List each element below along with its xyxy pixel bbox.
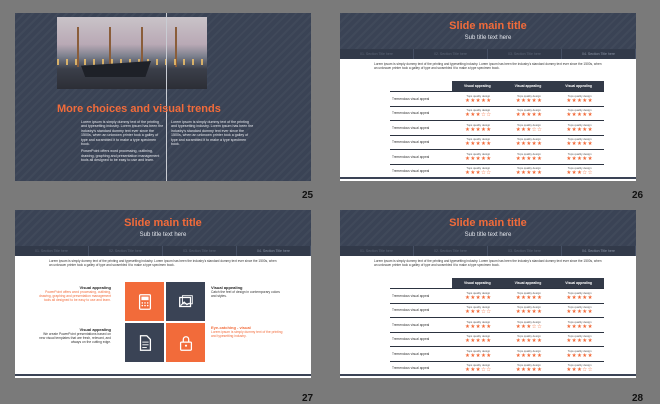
section-tabs xyxy=(340,246,636,256)
feature-text: Lorem ipsum is simply dummy text of the printing and typesetting industry. xyxy=(211,330,283,338)
row-label: Tremendous visual appeal xyxy=(390,347,452,362)
rating-cell xyxy=(452,106,503,121)
slide-body xyxy=(15,256,311,378)
cell-label: Tops quality design xyxy=(466,93,491,98)
section-tab: 01. Section Title here xyxy=(340,49,414,59)
slide-number: 27 xyxy=(302,393,314,404)
cell-label: Tops quality design xyxy=(466,108,491,113)
slide-number: 28 xyxy=(632,393,644,404)
section-tabs xyxy=(15,246,311,256)
cell-label: Tops quality design xyxy=(517,137,541,142)
cell-label: Tops quality design xyxy=(517,363,541,368)
table-row xyxy=(390,135,604,150)
feature-heading: Visual appealing xyxy=(79,327,111,332)
cell-label: Tops quality design xyxy=(567,108,592,113)
star-rating: ★★★★★ xyxy=(566,338,593,345)
column-header: Visual appealing xyxy=(553,278,604,289)
cell-label: Tops quality design xyxy=(517,93,541,98)
cell-label: Tops quality design xyxy=(517,305,541,310)
lock-icon xyxy=(177,334,195,352)
rating-cell xyxy=(503,289,554,304)
slide-subtitle: Sub title text here xyxy=(139,232,187,238)
star-rating: ★★★★★ xyxy=(566,294,593,301)
rating-cell xyxy=(452,289,503,304)
cell-label: Tops quality design xyxy=(466,166,491,171)
rating-cell xyxy=(503,135,554,150)
footer-bar xyxy=(340,177,636,179)
star-rating: ★★★★★ xyxy=(465,141,492,148)
table-row xyxy=(390,332,604,347)
row-label: Tremendous visual appeal xyxy=(390,303,452,318)
slide-thumbnail-27[interactable] xyxy=(15,210,311,378)
column-header: Visual appealing xyxy=(503,81,554,92)
footer-bar xyxy=(340,374,636,376)
star-rating: ★★★★★ xyxy=(566,126,593,133)
feature-text: Catch the feel of design in contemporary colors and styles. xyxy=(211,290,280,298)
table-row xyxy=(390,106,604,121)
rating-cell xyxy=(553,150,604,165)
paragraph: PowerPoint offers word processing, outlining, drawing, graphing and presentation management tools all designed to be easy to use and learn. xyxy=(81,149,160,163)
table-row xyxy=(390,150,604,165)
rating-cell xyxy=(503,106,554,121)
star-rating: ★★★★★ xyxy=(566,97,593,104)
row-label: Tremendous visual appeal xyxy=(390,318,452,333)
cell-label: Tops quality design xyxy=(517,166,541,171)
feature-heading: Visual appealing xyxy=(211,285,243,290)
section-tab-active: 04. Section Title here xyxy=(562,246,636,256)
star-rating: ★★★★★ xyxy=(465,338,492,345)
cell-label: Tops quality design xyxy=(567,137,592,142)
feature-text: We create PowerPoint presentations based on new visual templates that are fresh, relevant, and always on the cutting edge. xyxy=(39,332,111,344)
slide-subtitle: Sub title text here xyxy=(464,35,512,41)
table-row xyxy=(390,347,604,362)
payment-terminal-icon xyxy=(136,293,154,311)
slide-title: Slide main title xyxy=(124,217,202,229)
divider-line xyxy=(166,13,167,181)
feature-text: PowerPoint offers word processing, outlining, drawing, graphing and presentation management tools all designed to be easy to use and learn. xyxy=(39,290,111,302)
rating-cell xyxy=(553,303,604,318)
rating-cell xyxy=(553,347,604,362)
cell-label: Tops quality design xyxy=(567,122,592,127)
row-label: Tremendous visual appeal xyxy=(390,361,452,376)
cell-label: Tops quality design xyxy=(567,319,592,324)
row-label: Tremendous visual appeal xyxy=(390,121,452,136)
column-header: Visual appealing xyxy=(503,278,554,289)
cell-label: Tops quality design xyxy=(517,334,541,339)
star-rating: ★★★☆☆ xyxy=(465,112,492,119)
star-rating: ★★★☆☆ xyxy=(465,170,492,177)
intro-text: Lorem ipsum is simply dummy text of the printing and typesetting industry. Lorem ipsum has been the industry's standard dummy text ever since the 1500s, when an unknown printer took a galley of type and scrambled it to make a type specimen book. xyxy=(374,259,602,267)
rating-cell xyxy=(452,92,503,107)
table-row xyxy=(390,121,604,136)
cell-label: Tops quality design xyxy=(517,348,541,353)
cell-label: Tops quality design xyxy=(466,151,491,156)
row-label: Tremendous visual appeal xyxy=(390,150,452,165)
star-rating: ★★★★★ xyxy=(566,155,593,162)
cell-label: Tops quality design xyxy=(466,363,491,368)
rating-cell xyxy=(503,150,554,165)
rating-cell xyxy=(452,318,503,333)
cell-label: Tops quality design xyxy=(567,305,592,310)
slide-thumbnail-28[interactable] xyxy=(340,210,636,378)
feature-block xyxy=(39,286,111,302)
star-rating: ★★★☆☆ xyxy=(465,367,492,374)
star-rating: ★★★☆☆ xyxy=(515,126,543,133)
feature-heading: Visual appealing xyxy=(79,285,111,290)
table-row xyxy=(390,92,604,107)
cell-label: Tops quality design xyxy=(567,334,592,339)
header-blank xyxy=(390,278,452,289)
rating-cell xyxy=(503,121,554,136)
port-cargo-photo xyxy=(57,17,207,89)
star-rating: ★★★★★ xyxy=(515,294,543,301)
star-rating: ★★★★★ xyxy=(566,323,593,330)
cell-label: Tops quality design xyxy=(567,348,592,353)
row-label: Tremendous visual appeal xyxy=(390,92,452,107)
slide-thumbnail-26[interactable] xyxy=(340,13,636,181)
feature-block xyxy=(211,326,283,338)
star-rating: ★★★☆☆ xyxy=(566,170,593,177)
rating-cell xyxy=(553,121,604,136)
cell-label: Tops quality design xyxy=(466,122,491,127)
intro-text: Lorem ipsum is simply dummy text of the printing and typesetting industry. Lorem ipsum has been the industry's standard dummy text ever since the 1500s, when an unknown printer took a galley of type and scrambled it to make a type specimen book. xyxy=(374,62,602,70)
star-rating: ★★★★★ xyxy=(566,141,593,148)
footer-bar xyxy=(15,374,311,376)
cell-label: Tops quality design xyxy=(567,166,592,171)
cell-label: Tops quality design xyxy=(567,290,592,295)
star-rating: ★★★★★ xyxy=(515,338,543,345)
rating-cell xyxy=(452,303,503,318)
star-rating: ★★★☆☆ xyxy=(515,323,543,330)
rating-cell xyxy=(503,318,554,333)
feature-block xyxy=(39,328,111,344)
cell-label: Tops quality design xyxy=(466,305,491,310)
star-rating: ★★★★★ xyxy=(515,97,543,104)
header-blank xyxy=(390,81,452,92)
intro-text: Lorem ipsum is simply dummy text of the printing and typesetting industry. Lorem ipsum has been the industry's standard dummy text ever since the 1500s, when an unknown printer took a galley of type and scrambled it to make a type specimen book. xyxy=(49,259,277,267)
section-tab-active: 04. Section Title here xyxy=(237,246,311,256)
rating-cell xyxy=(503,92,554,107)
rating-cell xyxy=(553,92,604,107)
rating-cell xyxy=(553,135,604,150)
rating-cell xyxy=(452,135,503,150)
cell-label: Tops quality design xyxy=(517,151,541,156)
rating-cell xyxy=(452,121,503,136)
star-rating: ★★★★★ xyxy=(566,309,593,316)
star-rating: ★★★☆☆ xyxy=(566,367,593,374)
star-rating: ★★★★★ xyxy=(515,367,543,374)
table-row xyxy=(390,318,604,333)
section-tabs xyxy=(340,49,636,59)
rating-cell xyxy=(503,332,554,347)
paragraph: Lorem ipsum is simply dummy text of the printing and typesetting industry. Lorem ipsum has been the industry's standard dummy text ever since the 1500s, when an unknown printer took a galley of type and scrambled it to make a type specimen book. xyxy=(171,120,254,147)
star-rating: ★★★★★ xyxy=(465,323,492,330)
cell-label: Tops quality design xyxy=(466,137,491,142)
star-rating: ★★★★★ xyxy=(515,352,543,359)
slide-title: Slide main title xyxy=(449,20,527,32)
document-icon xyxy=(136,334,154,352)
paragraph: Lorem ipsum is simply dummy text of the printing and typesetting industry. Lorem ipsum has been the industry's standard dummy text ever since the 1500s, when an unknown printer took a galley of type and scrambled it to make a type specimen book. xyxy=(81,120,164,147)
row-label: Tremendous visual appeal xyxy=(390,289,452,304)
star-rating: ★★★★★ xyxy=(566,112,593,119)
rating-cell xyxy=(503,303,554,318)
star-rating: ★★★★★ xyxy=(465,352,492,359)
rating-cell xyxy=(452,150,503,165)
cell-label: Tops quality design xyxy=(466,348,491,353)
star-rating: ★★★☆☆ xyxy=(465,309,492,316)
table-row xyxy=(390,303,604,318)
section-tab: 01. Section Title here xyxy=(340,246,414,256)
star-rating: ★★★★★ xyxy=(465,294,492,301)
star-rating: ★★★★★ xyxy=(465,126,492,133)
section-tab: 03. Section Title here xyxy=(488,49,562,59)
rating-cell xyxy=(553,318,604,333)
slide-thumbnail-25[interactable] xyxy=(15,13,311,181)
feature-block xyxy=(211,286,283,298)
column-header: Visual appealing xyxy=(452,278,503,289)
section-tab-active: 04. Section Title here xyxy=(562,49,636,59)
section-tab: 02. Section Title here xyxy=(414,49,488,59)
icon-tile xyxy=(125,323,164,362)
icon-tile xyxy=(125,282,164,321)
star-rating: ★★★★★ xyxy=(515,309,543,316)
icon-tile xyxy=(166,323,205,362)
rating-cell xyxy=(452,347,503,362)
section-tab: 02. Section Title here xyxy=(414,246,488,256)
slide-number: 26 xyxy=(632,190,644,201)
cell-label: Tops quality design xyxy=(517,290,541,295)
section-tab: 02. Section Title here xyxy=(89,246,163,256)
text-column-left xyxy=(81,120,165,166)
cell-label: Tops quality design xyxy=(466,290,491,295)
row-label: Tremendous visual appeal xyxy=(390,164,452,179)
section-tab: 01. Section Title here xyxy=(15,246,89,256)
rating-table xyxy=(390,278,604,376)
cell-label: Tops quality design xyxy=(517,122,541,127)
feature-heading: Eye-catching - visual xyxy=(211,325,251,330)
row-label: Tremendous visual appeal xyxy=(390,106,452,121)
star-rating: ★★★★★ xyxy=(566,352,593,359)
cell-label: Tops quality design xyxy=(567,93,592,98)
slide-number: 25 xyxy=(302,190,314,201)
cell-label: Tops quality design xyxy=(567,151,592,156)
slide-body xyxy=(340,59,636,181)
row-label: Tremendous visual appeal xyxy=(390,135,452,150)
icon-tile xyxy=(166,282,205,321)
icon-grid xyxy=(125,282,205,362)
star-rating: ★★★★★ xyxy=(515,141,543,148)
column-header: Visual appealing xyxy=(553,81,604,92)
star-rating: ★★★★★ xyxy=(465,155,492,162)
rating-cell xyxy=(503,347,554,362)
rating-cell xyxy=(553,106,604,121)
slide-title: More choices and visual trends xyxy=(57,103,221,115)
cell-label: Tops quality design xyxy=(517,319,541,324)
star-rating: ★★★★★ xyxy=(515,112,543,119)
text-column-right xyxy=(171,120,255,149)
column-header: Visual appealing xyxy=(452,81,503,92)
rating-cell xyxy=(553,289,604,304)
star-rating: ★★★★★ xyxy=(515,155,543,162)
image-gallery-icon xyxy=(177,293,195,311)
rating-table xyxy=(390,81,604,179)
cell-label: Tops quality design xyxy=(466,319,491,324)
cell-label: Tops quality design xyxy=(517,108,541,113)
star-rating: ★★★★★ xyxy=(515,170,543,177)
section-tab: 03. Section Title here xyxy=(163,246,237,256)
rating-cell xyxy=(452,332,503,347)
table-row xyxy=(390,289,604,304)
cell-label: Tops quality design xyxy=(567,363,592,368)
rating-cell xyxy=(553,332,604,347)
slide-body xyxy=(340,256,636,378)
slide-title: Slide main title xyxy=(449,217,527,229)
row-label: Tremendous visual appeal xyxy=(390,332,452,347)
section-tab: 03. Section Title here xyxy=(488,246,562,256)
star-rating: ★★★★★ xyxy=(465,97,492,104)
cell-label: Tops quality design xyxy=(466,334,491,339)
slide-subtitle: Sub title text here xyxy=(464,232,512,238)
